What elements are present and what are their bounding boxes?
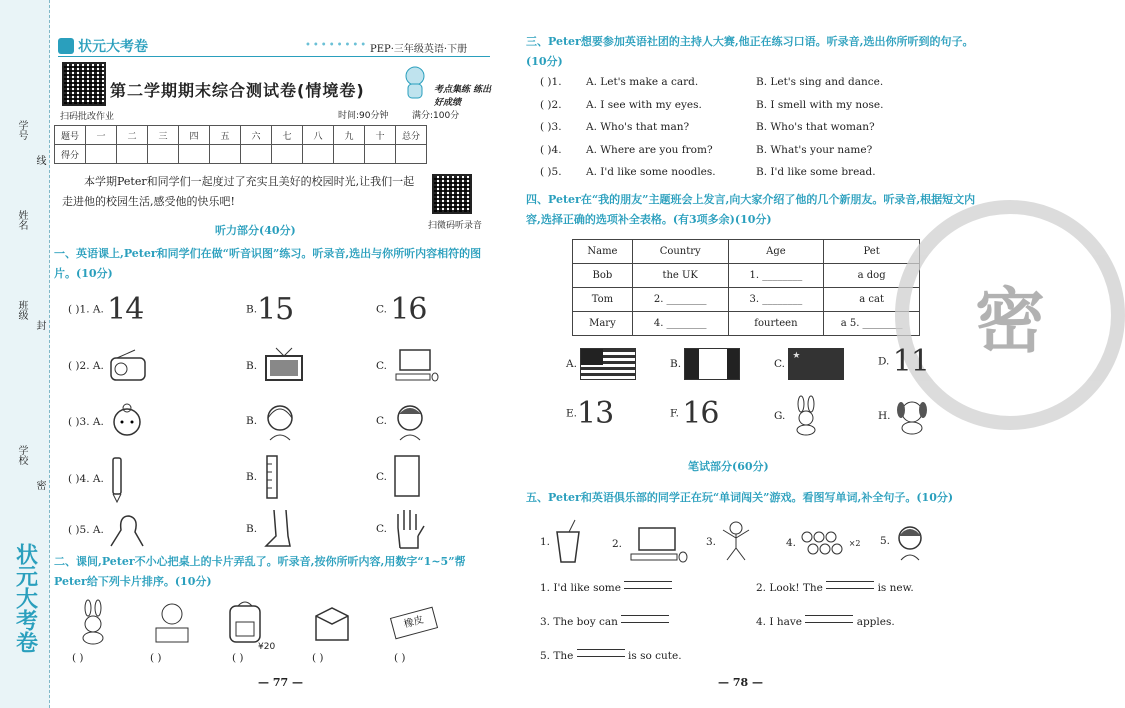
label-c: C. bbox=[376, 303, 387, 316]
question-5-title: 五、Peter和英语俱乐部的同学正在玩“单词闯关”游戏。看图写单词,补全句子。(10分) bbox=[526, 491, 954, 504]
qr-code-icon[interactable] bbox=[62, 62, 106, 106]
label-c: C. bbox=[376, 523, 387, 535]
option-a[interactable] bbox=[566, 348, 636, 380]
right-page bbox=[500, 0, 1045, 708]
price-tag: ¥20 bbox=[258, 642, 276, 652]
spine-label-school: 学校 bbox=[16, 445, 27, 465]
juice-icon bbox=[553, 520, 583, 564]
sentence-text: 5. The bbox=[540, 650, 574, 662]
q1-option-b[interactable]: 15 bbox=[257, 292, 294, 327]
usa-flag-icon bbox=[580, 348, 636, 380]
woman-icon[interactable] bbox=[260, 400, 300, 442]
option-label: C. bbox=[774, 358, 785, 370]
q3-option-b: B. What's your name? bbox=[756, 143, 873, 156]
q2-blank-1[interactable]: ( ) bbox=[72, 652, 84, 664]
spine-label-line: 线 bbox=[34, 155, 45, 165]
canada-flag-icon bbox=[684, 348, 740, 380]
eraser-icon[interactable]: 橡皮 bbox=[390, 607, 438, 640]
exam-title: 第二学期期末综合测试卷(情境卷) bbox=[110, 81, 365, 100]
q1-row-4-b[interactable] bbox=[246, 454, 284, 500]
page-number: — 78 — bbox=[718, 676, 763, 689]
option-label: G. bbox=[774, 410, 786, 422]
q2-blank-5[interactable]: ( ) bbox=[394, 652, 406, 664]
table-cell: a cat bbox=[824, 288, 920, 312]
spine-label-class: 班级 bbox=[16, 300, 27, 320]
q1-row-5[interactable] bbox=[68, 510, 147, 550]
q2-blank-3[interactable]: ( ) bbox=[232, 652, 244, 664]
q3-option-b: B. I'd like some bread. bbox=[756, 166, 876, 178]
score-header-cell: 四 bbox=[179, 126, 210, 145]
table-cell: Bob bbox=[573, 264, 633, 288]
q3-item-number[interactable]: ( )3. bbox=[540, 121, 562, 133]
score-header-cell: 一 bbox=[86, 126, 117, 145]
q3-item-number[interactable]: ( )4. bbox=[540, 143, 562, 156]
sentence-4 bbox=[756, 612, 895, 628]
pic-number: 1. bbox=[540, 536, 551, 548]
sentence-text: 4. I have bbox=[756, 616, 803, 628]
writing-title: 笔试部分(60分) bbox=[688, 460, 769, 473]
write-blank[interactable] bbox=[624, 578, 672, 594]
intro-text: 本学期Peter和同学们一起度过了充实且美好的校园时光,让我们一起走进他的校园生活,感受他的快乐吧! bbox=[62, 175, 415, 208]
binding-spine bbox=[0, 0, 50, 708]
score-table bbox=[54, 125, 427, 164]
logo-icon bbox=[58, 38, 74, 54]
sentence-text: apples. bbox=[856, 616, 895, 628]
apples-icon bbox=[799, 530, 845, 556]
q1-row-1-b[interactable] bbox=[246, 292, 293, 327]
q3-option-b: B. Who's that woman? bbox=[756, 121, 875, 133]
score-header-cell: 七 bbox=[272, 126, 303, 145]
full-score: 满分:100分 bbox=[412, 111, 460, 121]
q1-item-number: ( )1. A. bbox=[68, 303, 104, 316]
score-row-label: 得分 bbox=[55, 145, 86, 164]
q3-option-a: A. I see with my eyes. bbox=[586, 98, 702, 111]
write-blank[interactable] bbox=[621, 612, 669, 628]
leg-icon[interactable] bbox=[260, 508, 300, 550]
q3-option-a: A. Who's that man? bbox=[586, 121, 690, 133]
table-cell[interactable]: 3. ________ bbox=[728, 288, 824, 312]
number-option: 11 bbox=[892, 344, 929, 379]
book-info: PEP·三年级英语·下册 bbox=[370, 44, 468, 55]
sentence-text: is so cute. bbox=[628, 650, 682, 662]
exam-time: 时间:90分钟 bbox=[338, 111, 389, 121]
q5-pic-3 bbox=[706, 520, 753, 564]
q5-pic-1 bbox=[540, 520, 583, 564]
option-label: E. bbox=[566, 407, 578, 420]
score-cell[interactable] bbox=[86, 145, 117, 164]
q3-option-a: A. I'd like some noodles. bbox=[586, 166, 716, 178]
q1-option-c[interactable]: 16 bbox=[390, 292, 427, 327]
option-c[interactable] bbox=[774, 348, 844, 380]
dog-icon bbox=[894, 396, 930, 436]
sentence-3 bbox=[540, 612, 669, 628]
number-option: 13 bbox=[577, 396, 614, 431]
question-1-title: 一、英语课上,Peter和同学们在做“听音识图”练习。听录音,选出与你所听内容相符的图片。(10分) bbox=[54, 247, 482, 280]
boy-icon[interactable] bbox=[390, 400, 430, 442]
q1-item-number: ( )4. A. bbox=[68, 473, 104, 485]
pic-number: 3. bbox=[706, 536, 717, 548]
q1-row-1-c[interactable] bbox=[376, 292, 427, 327]
label-c: C. bbox=[376, 360, 387, 372]
q1-row-3-c[interactable] bbox=[376, 400, 430, 442]
q1-row-5-c[interactable] bbox=[376, 508, 426, 550]
q5-pic-5 bbox=[880, 520, 927, 562]
score-cell[interactable] bbox=[303, 145, 334, 164]
header-rule bbox=[58, 56, 490, 57]
secret-stamp: 密 bbox=[895, 200, 1125, 430]
q1-row-2-c[interactable] bbox=[376, 346, 440, 386]
q1-option-a[interactable]: 14 bbox=[107, 292, 144, 327]
pic-number: 2. bbox=[612, 538, 623, 550]
score-row bbox=[55, 145, 427, 164]
computer-icon bbox=[625, 524, 689, 564]
table-header-cell: Age bbox=[728, 240, 824, 264]
arm-icon[interactable] bbox=[107, 510, 147, 550]
q5-pic-4 bbox=[786, 530, 861, 556]
score-header-cell: 五 bbox=[210, 126, 241, 145]
spine-label-number: 学号 bbox=[16, 120, 27, 140]
option-label: H. bbox=[878, 410, 891, 422]
q1-row-1[interactable] bbox=[68, 292, 143, 327]
sentence-1 bbox=[540, 578, 672, 594]
girl-icon[interactable] bbox=[107, 402, 147, 442]
q3-option-b: B. Let's sing and dance. bbox=[756, 76, 884, 88]
q1-row-4[interactable] bbox=[68, 456, 127, 502]
option-e[interactable] bbox=[566, 396, 613, 431]
option-label: B. bbox=[670, 358, 682, 370]
q3-item-number[interactable]: ( )2. bbox=[540, 98, 562, 111]
boy-jumping-icon bbox=[719, 520, 753, 564]
q1-item-number: ( )3. A. bbox=[68, 416, 104, 428]
sentence-5 bbox=[540, 646, 682, 662]
pic-number: 4. bbox=[786, 537, 797, 549]
slogan: 考点集练 练出好成绩 bbox=[434, 85, 492, 108]
table-row bbox=[573, 288, 920, 312]
q1-row-5-b[interactable] bbox=[246, 508, 300, 550]
score-cell[interactable] bbox=[148, 145, 179, 164]
brand-logo bbox=[58, 36, 173, 56]
score-header-cell: 十 bbox=[365, 126, 396, 145]
radio-icon[interactable] bbox=[107, 348, 151, 384]
table-header-cell: Country bbox=[632, 240, 728, 264]
friends-table bbox=[572, 239, 920, 336]
sentence-text: is new. bbox=[877, 582, 914, 594]
q3-item-number[interactable]: ( )1. bbox=[540, 76, 562, 88]
q3-option-a: A. Where are you from? bbox=[586, 143, 713, 156]
logo-text: 状元大考卷 bbox=[78, 39, 148, 55]
score-header-row bbox=[55, 126, 427, 145]
score-cell[interactable] bbox=[396, 145, 427, 164]
q3-item-number[interactable]: ( )5. bbox=[540, 166, 562, 178]
score-cell[interactable] bbox=[272, 145, 303, 164]
sentence-2 bbox=[756, 578, 914, 594]
score-header-cell: 六 bbox=[241, 126, 272, 145]
score-cell[interactable] bbox=[241, 145, 272, 164]
score-cell[interactable] bbox=[334, 145, 365, 164]
spine-brand: 状元大考卷 bbox=[12, 543, 38, 653]
page-number: — 77 — bbox=[258, 676, 303, 689]
ruler-icon[interactable] bbox=[260, 454, 284, 500]
label-b: B. bbox=[246, 360, 258, 372]
write-blank[interactable] bbox=[577, 646, 625, 662]
audio-qr-icon[interactable] bbox=[432, 174, 472, 214]
sentence-text: 2. Look! The bbox=[756, 582, 823, 594]
q2-blank-2[interactable]: ( ) bbox=[150, 652, 162, 664]
table-cell: the UK bbox=[632, 264, 728, 288]
table-cell[interactable]: a 5. ________ bbox=[824, 312, 920, 336]
label-c: C. bbox=[376, 415, 387, 427]
score-header-cell: 二 bbox=[117, 126, 148, 145]
pen-icon[interactable] bbox=[107, 456, 127, 502]
score-header-cell: 总分 bbox=[396, 126, 427, 145]
q1-row-4-c[interactable] bbox=[376, 454, 424, 500]
option-g[interactable] bbox=[774, 396, 823, 436]
question-4-title: 四、Peter在“我的朋友”主题班会上发言,向大家介绍了他的几个新朋友。听录音,根据短文内容,选择正确的选项补全表格。(有3项多余)(10分) bbox=[526, 193, 976, 226]
option-label: F. bbox=[670, 407, 679, 420]
q1-item-number: ( )2. A. bbox=[68, 360, 104, 372]
mascot-icon bbox=[400, 64, 430, 100]
question-3-title: 三、Peter想要参加英语社团的主持人大赛,他正在练习口语。听录音,选出你所听到的句子。(10分) bbox=[526, 35, 974, 68]
option-label: D. bbox=[878, 355, 890, 368]
score-cell[interactable] bbox=[210, 145, 241, 164]
spine-label-seal: 封 bbox=[34, 320, 45, 330]
listening-title: 听力部分(40分) bbox=[215, 224, 296, 237]
q1-item-number: ( )5. A. bbox=[68, 524, 104, 536]
question-2-title: 二、课间,Peter不小心把桌上的卡片弄乱了。听录音,按你所听内容,用数字“1~5”帮Peter给下列卡片排序。(10分) bbox=[54, 555, 466, 588]
write-blank[interactable] bbox=[805, 612, 853, 628]
q1-row-2-b[interactable] bbox=[246, 346, 306, 386]
computer-icon[interactable] bbox=[390, 346, 440, 386]
rabbit-icon bbox=[789, 396, 823, 436]
score-header-cell: 八 bbox=[303, 126, 334, 145]
hand-icon[interactable] bbox=[390, 508, 426, 550]
score-cell[interactable] bbox=[117, 145, 148, 164]
pic-number: 5. bbox=[880, 535, 891, 547]
spine-label-name: 姓名 bbox=[16, 210, 27, 230]
q3-option-a: A. Let's make a card. bbox=[586, 76, 699, 88]
table-row bbox=[573, 264, 920, 288]
audio-scan-caption: 扫微码听录音 bbox=[428, 221, 483, 231]
table-cell[interactable]: 2. ________ bbox=[632, 288, 728, 312]
option-b[interactable] bbox=[670, 348, 740, 380]
girl-drawing-icon[interactable] bbox=[150, 600, 194, 644]
table-header-row bbox=[573, 240, 920, 264]
score-header-cell: 题号 bbox=[55, 126, 86, 145]
option-h[interactable] bbox=[878, 396, 930, 436]
option-label: A. bbox=[566, 358, 577, 370]
box-icon[interactable] bbox=[310, 602, 354, 646]
left-page bbox=[0, 0, 500, 708]
label-b: B. bbox=[246, 523, 258, 535]
girl-icon bbox=[893, 520, 927, 562]
score-cell[interactable] bbox=[179, 145, 210, 164]
book-icon[interactable] bbox=[390, 454, 424, 500]
table-cell[interactable]: 4. ________ bbox=[632, 312, 728, 336]
table-cell: Tom bbox=[573, 288, 633, 312]
q1-row-3-b[interactable] bbox=[246, 400, 300, 442]
q3-option-b: B. I smell with my nose. bbox=[756, 98, 884, 111]
table-cell: a dog bbox=[824, 264, 920, 288]
rabbit-icon[interactable] bbox=[76, 600, 112, 644]
times-two: ×2 bbox=[848, 539, 861, 548]
tv-icon[interactable] bbox=[260, 346, 306, 386]
table-row bbox=[573, 312, 920, 336]
score-cell[interactable] bbox=[365, 145, 396, 164]
table-cell[interactable]: 1. ________ bbox=[728, 264, 824, 288]
table-cell: Mary bbox=[573, 312, 633, 336]
label-b: B. bbox=[246, 415, 258, 427]
label-c: C. bbox=[376, 471, 387, 483]
table-cell: fourteen bbox=[728, 312, 824, 336]
option-f[interactable] bbox=[670, 396, 719, 431]
scan-caption: 扫码批改作业 bbox=[60, 112, 115, 122]
option-d[interactable] bbox=[878, 344, 929, 379]
score-header-cell: 九 bbox=[334, 126, 365, 145]
score-header-cell: 三 bbox=[148, 126, 179, 145]
q2-blank-4[interactable]: ( ) bbox=[312, 652, 324, 664]
header-dots: •••••••• bbox=[305, 40, 369, 51]
schoolbag-icon[interactable] bbox=[226, 598, 266, 646]
q1-row-2[interactable] bbox=[68, 348, 151, 384]
spine-label-secret: 密 bbox=[34, 480, 45, 490]
number-option: 16 bbox=[682, 396, 719, 431]
table-header-cell: Pet bbox=[824, 240, 920, 264]
q1-row-3[interactable] bbox=[68, 402, 147, 442]
q5-pic-2 bbox=[612, 524, 689, 564]
sentence-text: 1. I'd like some bbox=[540, 582, 621, 594]
sentence-text: 3. The boy can bbox=[540, 616, 618, 628]
china-flag-icon: ★ bbox=[788, 348, 844, 380]
label-b: B. bbox=[246, 303, 258, 316]
write-blank[interactable] bbox=[826, 578, 874, 594]
label-b: B. bbox=[246, 471, 258, 483]
table-header-cell: Name bbox=[573, 240, 633, 264]
